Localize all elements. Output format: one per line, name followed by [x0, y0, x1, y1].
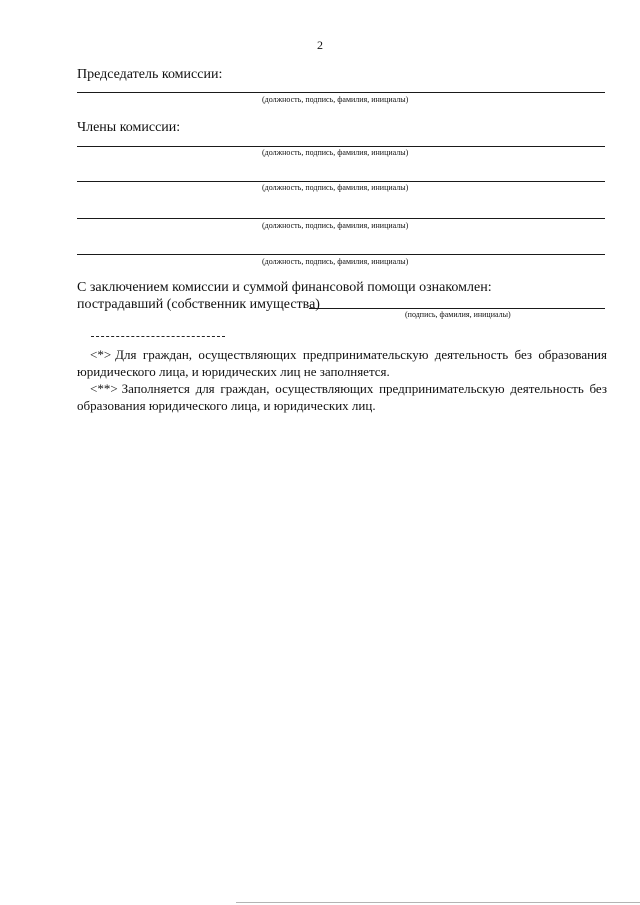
member-signature-caption: (должность, подпись, фамилия, инициалы)	[262, 148, 409, 157]
acknowledgement-statement: С заключением комиссии и суммой финансовой помощи ознакомлен:	[77, 280, 492, 295]
member-signature-caption: (должность, подпись, фамилия, инициалы)	[262, 221, 409, 230]
victim-signature-line[interactable]	[309, 308, 605, 309]
chairman-label: Председатель комиссии:	[77, 67, 223, 82]
chairman-signature-line[interactable]	[77, 92, 605, 93]
member-signature-caption: (должность, подпись, фамилия, инициалы)	[262, 183, 409, 192]
footnote-separator	[91, 336, 225, 337]
member-signature-line[interactable]	[77, 181, 605, 182]
footnote-marker: <**>	[90, 381, 118, 396]
member-signature-caption: (должность, подпись, фамилия, инициалы)	[262, 257, 409, 266]
members-label: Члены комиссии:	[77, 120, 181, 135]
member-signature-line[interactable]	[77, 254, 605, 255]
footnote-text: Заполняется для граждан, осуществляющих предпринимательскую деятельность без образования юридического лица, и юридических лиц.	[77, 381, 607, 413]
footnote	[77, 380, 607, 414]
footnote-text: Для граждан, осуществляющих предпринимательскую деятельность без образования юридического лица, и юридических лиц не заполняется.	[77, 347, 607, 379]
member-signature-line[interactable]	[77, 146, 605, 147]
page-number: 2	[317, 38, 323, 52]
victim-signature-caption: (подпись, фамилия, инициалы)	[405, 310, 511, 319]
chairman-signature-caption: (должность, подпись, фамилия, инициалы)	[262, 95, 409, 104]
member-signature-line[interactable]	[77, 218, 605, 219]
footnote	[77, 346, 607, 380]
footnote-marker: <*>	[90, 347, 112, 362]
scan-edge-line	[236, 902, 640, 903]
victim-label: пострадавший (собственник имущества)	[77, 297, 320, 312]
